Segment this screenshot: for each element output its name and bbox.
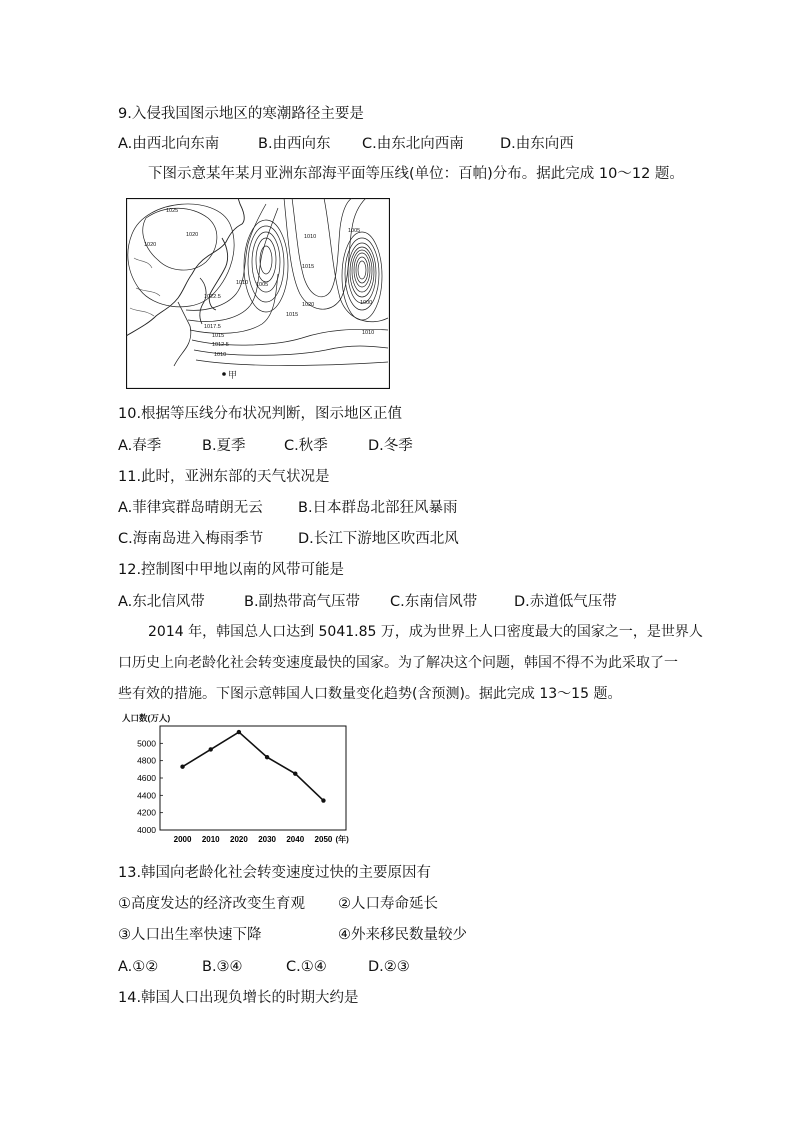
isobar-label: 1015 [286,312,299,318]
isobar-label: 1000 [360,300,373,306]
x-tick-label: 2010 [201,835,220,844]
q13-stem: 13.韩国向老龄化社会转变速度过快的主要原因有 [118,865,432,881]
q10-option-c: C.秋季 [284,438,328,454]
data-point [265,755,269,759]
isobar-label: 1015 [212,333,225,339]
q12-option-d: D.赤道低气压带 [514,594,617,610]
korea-intro-line2: 口历史上向老龄化社会转变速度最快的国家。为了解决这个问题，韩国不得不为此采取了一 [118,655,678,671]
isobar-label: 1010 [362,330,375,336]
isobar-label: 1025 [166,208,179,214]
isobar-map [126,198,390,389]
q12-option-b: B.副热带高气压带 [244,594,361,610]
isobar-label: 1010 [214,352,227,358]
isobar-label: 1005 [348,228,361,234]
q11-stem: 11.此时，亚洲东部的天气状况是 [118,469,330,485]
q13-statement-4: ④外来移民数量较少 [338,927,467,943]
isobar-label: 1017.5 [204,324,221,330]
y-tick-label: 4200 [137,807,156,818]
y-tick-label: 5000 [137,738,156,749]
x-tick-label: 2050 [314,835,333,844]
isobar-label: 1020 [302,302,315,308]
isobar-label: 1012.5 [212,342,229,348]
isobar-label: 1020 [186,232,199,238]
x-tick-label: 2020 [230,835,248,844]
q9-option-d: D.由东向西 [500,136,574,152]
q11-option-c: C.海南岛进入梅雨季节 [118,531,264,547]
q10-stem: 10.根据等压线分布状况判断，图示地区正值 [118,406,403,422]
q9-stem: 9.入侵我国图示地区的寒潮路径主要是 [118,106,364,122]
y-tick-label: 4800 [137,755,156,766]
data-point [321,798,325,802]
q13-option-c: C.①④ [286,959,327,975]
q13-statement-3: ③人口出生率快速下降 [118,927,262,943]
data-point [293,771,297,775]
point-jia-label: 甲 [228,371,238,381]
q12-option-a: A.东北信风带 [118,594,205,610]
korea-intro-line1: 2014 年，韩国总人口达到 5041.85 万，成为世界上人口密度最大的国家之一，是世界人 [148,624,703,640]
q13-statement-1: ①高度发达的经济改变生育观 [118,896,305,912]
point-jia-marker [222,372,226,376]
isobar-label: 1010 [304,234,317,240]
x-tick-label: 2000 [173,835,192,844]
data-point [209,747,213,751]
q13-option-b: B.③④ [202,959,243,975]
q11-option-d: D.长江下游地区吹西北风 [298,531,459,547]
plot-frame [160,726,346,830]
q10-option-a: A.春季 [118,438,162,454]
q13-option-d: D.②③ [368,959,410,975]
q13-option-a: A.①② [118,959,159,975]
data-point [237,730,241,734]
q10-option-b: B.夏季 [202,438,246,454]
q12-stem: 12.控制图中甲地以南的风带可能是 [118,562,345,578]
map-intro: 下图示意某年某月亚洲东部海平面等压线(单位：百帕)分布。据此完成 10～12 题。 [148,166,684,182]
y-tick-label: 4000 [137,825,156,835]
q9-option-c: C.由东北向西南 [362,136,464,152]
korea-intro-line3: 些有效的措施。下图示意韩国人口数量变化趋势(含预测)。据此完成 13～15 题。 [118,686,622,702]
q9-option-a: A.由西北向东南 [118,136,220,152]
q10-option-d: D.冬季 [368,438,413,454]
q11-option-b: B.日本群岛北部狂风暴雨 [298,500,458,516]
chart-ylabel: 人口数(万人) [122,713,171,723]
isobar-label: 1015 [302,264,315,270]
isobar-label: 1022.5 [204,294,221,300]
chart-xlabel: (年) [335,835,349,844]
q11-option-a: A.菲律宾群岛晴朗无云 [118,500,263,516]
series-line [183,732,324,800]
x-tick-label: 2040 [286,835,305,844]
data-point [180,765,184,769]
population-chart [118,712,358,854]
isobar-label: 1020 [144,242,157,248]
map-frame [127,199,390,389]
q13-statement-2: ②人口寿命延长 [338,896,438,912]
isobar-label: 1005 [256,282,269,288]
y-tick-label: 4400 [137,790,156,801]
y-tick-label: 4600 [137,773,156,783]
isobar-label: 1010 [236,280,249,286]
q9-option-b: B.由西向东 [258,136,331,152]
q12-option-c: C.东南信风带 [390,594,478,610]
x-tick-label: 2030 [258,835,276,844]
q14-stem: 14.韩国人口出现负增长的时期大约是 [118,990,359,1006]
